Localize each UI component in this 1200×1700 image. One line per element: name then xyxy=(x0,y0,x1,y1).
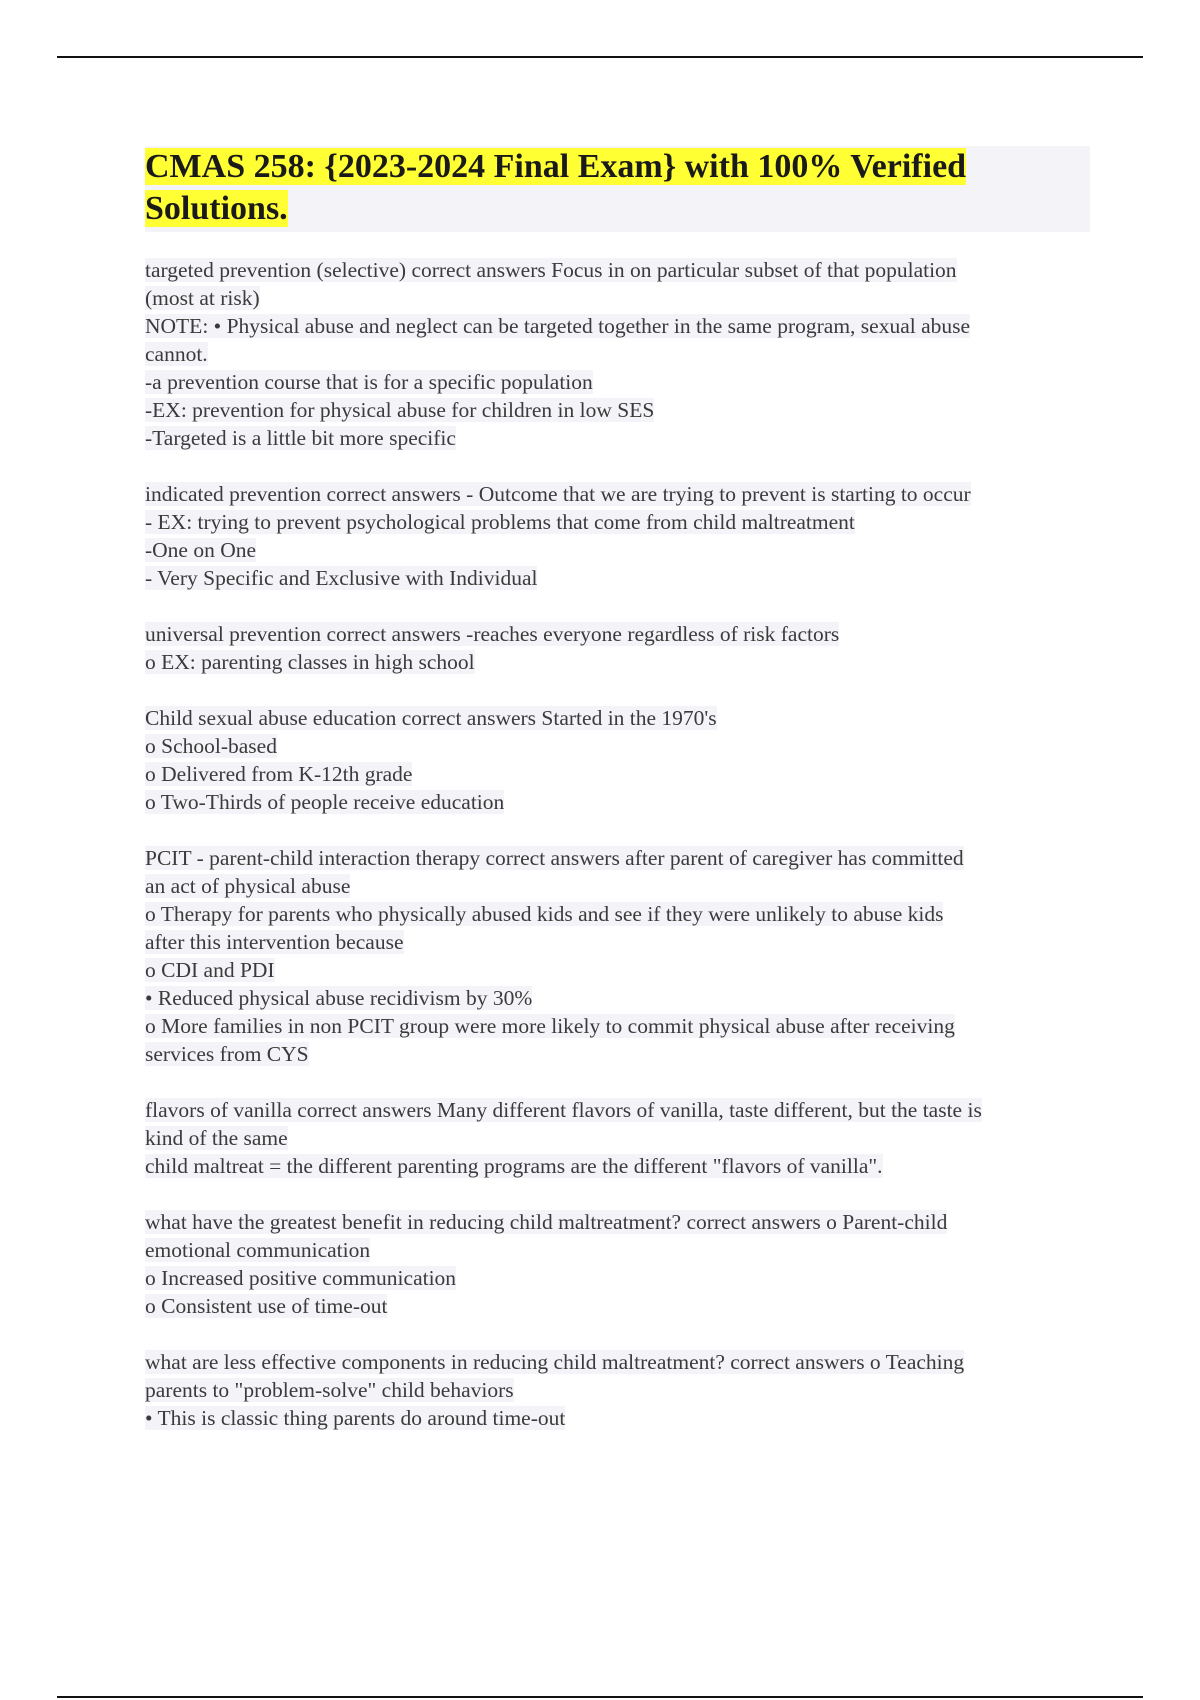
entry-line: o Consistent use of time-out xyxy=(145,1294,388,1318)
entry-line: o CDI and PDI xyxy=(145,958,275,982)
entry-line: after this intervention because xyxy=(145,930,404,954)
entry-line: services from CYS xyxy=(145,1042,309,1066)
entry-line: • Reduced physical abuse recidivism by 30% xyxy=(145,986,533,1010)
document-title xyxy=(145,146,1086,230)
qa-entry xyxy=(145,620,1090,676)
title-block xyxy=(145,146,1090,232)
entry-line: Child sexual abuse education correct answers Started in the 1970's xyxy=(145,706,717,730)
qa-entry xyxy=(145,844,1090,1068)
document-body xyxy=(145,146,1090,1460)
entry-line: what have the greatest benefit in reducing child maltreatment? correct answers o Parent-child xyxy=(145,1210,948,1234)
qa-entry xyxy=(145,256,1090,452)
entry-line: (most at risk) xyxy=(145,286,260,310)
entry-line: o Increased positive communication xyxy=(145,1266,457,1290)
entry-line: universal prevention correct answers -reaches everyone regardless of risk factors xyxy=(145,622,840,646)
qa-entry xyxy=(145,480,1090,592)
entry-line: emotional communication xyxy=(145,1238,371,1262)
entry-line: - EX: trying to prevent psychological problems that come from child maltreatment xyxy=(145,510,855,534)
page-bottom-rule xyxy=(57,1696,1143,1698)
qa-entry xyxy=(145,704,1090,816)
entry-line: • This is classic thing parents do around time-out xyxy=(145,1406,566,1430)
entry-line: o School-based xyxy=(145,734,277,758)
entry-line: -EX: prevention for physical abuse for children in low SES xyxy=(145,398,655,422)
entry-line: flavors of vanilla correct answers Many different flavors of vanilla, taste different, but the taste is xyxy=(145,1098,982,1122)
qa-entry xyxy=(145,1348,1090,1432)
entry-line: o EX: parenting classes in high school xyxy=(145,650,475,674)
entry-line: targeted prevention (selective) correct answers Focus in on particular subset of that population xyxy=(145,258,957,282)
page-top-rule xyxy=(57,56,1143,58)
entry-line: -a prevention course that is for a specific population xyxy=(145,370,593,394)
entry-line: child maltreat = the different parenting programs are the different "flavors of vanilla". xyxy=(145,1154,883,1178)
entry-line: NOTE: • Physical abuse and neglect can be targeted together in the same program, sexual abuse xyxy=(145,314,971,338)
entry-line: - Very Specific and Exclusive with Individual xyxy=(145,566,538,590)
document-title-text: CMAS 258: {2023-2024 Final Exam} with 100% Verified Solutions. xyxy=(145,148,967,227)
entry-line: o More families in non PCIT group were more likely to commit physical abuse after receiving xyxy=(145,1014,955,1038)
entry-line: o Therapy for parents who physically abused kids and see if they were unlikely to abuse kids xyxy=(145,902,944,926)
entry-line: o Delivered from K-12th grade xyxy=(145,762,413,786)
qa-entry xyxy=(145,1208,1090,1320)
entry-line: cannot. xyxy=(145,342,208,366)
entry-line: -One on One xyxy=(145,538,257,562)
entry-line: an act of physical abuse xyxy=(145,874,351,898)
entry-line: PCIT - parent-child interaction therapy correct answers after parent of caregiver has committed xyxy=(145,846,964,870)
entry-line: o Two-Thirds of people receive education xyxy=(145,790,505,814)
entry-line: parents to "problem-solve" child behaviors xyxy=(145,1378,514,1402)
entry-line: indicated prevention correct answers - Outcome that we are trying to prevent is starting to occur xyxy=(145,482,971,506)
qa-entry xyxy=(145,1096,1090,1180)
entry-line: what are less effective components in reducing child maltreatment? correct answers o Teaching xyxy=(145,1350,965,1374)
entry-line: -Targeted is a little bit more specific xyxy=(145,426,456,450)
entry-line: kind of the same xyxy=(145,1126,288,1150)
